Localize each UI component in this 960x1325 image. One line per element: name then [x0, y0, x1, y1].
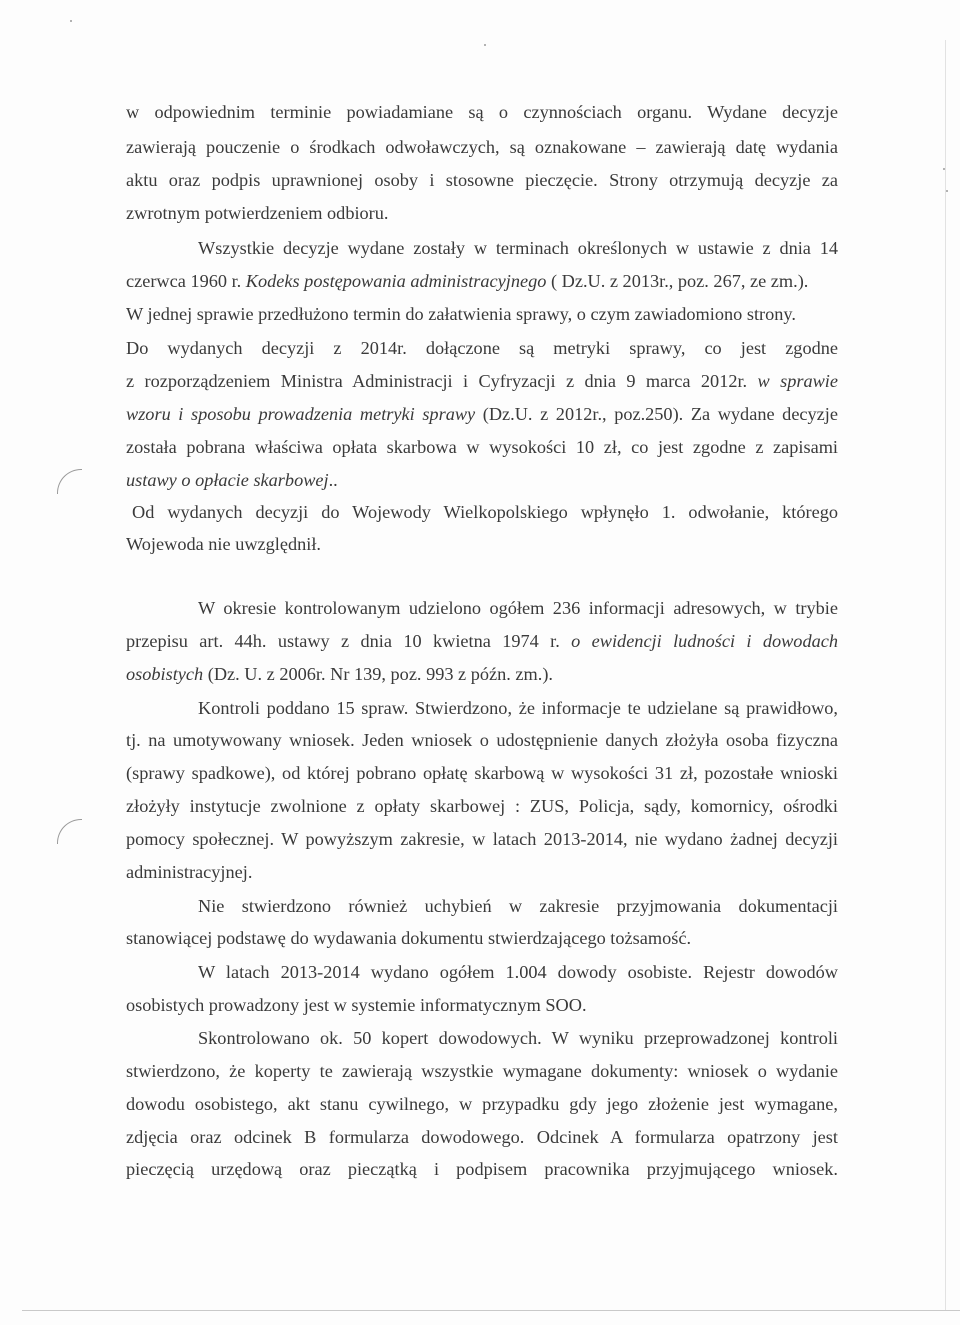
text-run: dowodu osobistego, akt stanu cywilnego, w przypadku gdy jego złożenie jest wymagane,	[126, 1094, 838, 1114]
text-line	[126, 528, 321, 561]
text-line	[198, 956, 838, 989]
text-line	[126, 332, 838, 365]
text-line	[126, 658, 553, 691]
scan-edge-right	[945, 40, 946, 1310]
text-line	[126, 625, 838, 658]
text-line	[126, 398, 838, 431]
text-line	[126, 823, 838, 856]
text-run: pomocy społecznej. W powyższym zakresie, w latach 2013-2014, nie wydano żadnej decyzji	[126, 829, 838, 849]
text-run: złożyły instytucje zwolnione z opłaty skarbowej : ZUS, Policja, sądy, komornicy, ośrodki	[126, 796, 838, 816]
italic-citation: osobistych	[126, 664, 204, 684]
scan-edge-bottom	[22, 1310, 960, 1311]
text-run: Od wydanych decyzji do Wojewody Wielkopolskiego wpłynęło 1. odwołanie, którego	[132, 502, 838, 522]
text-line	[198, 1022, 838, 1055]
text-run: stwierdzono, że koperty te zawierają wszystkie wymagane dokumenty: wniosek o wydanie	[126, 1061, 838, 1081]
text-run: zdjęcia oraz odcinek B formularza dowodowego. Odcinek A formularza opatrzony jest	[126, 1127, 838, 1147]
text-run: (Dz. U. z 2006r. Nr 139, poz. 993 z późn. zm.).	[203, 664, 553, 684]
italic-citation: wzoru i sposobu prowadzenia metryki sprawy	[126, 404, 476, 424]
punch-hole-mark	[57, 469, 82, 494]
text-line	[126, 1088, 838, 1121]
text-line	[126, 164, 838, 197]
text-line	[126, 724, 838, 757]
scan-speck	[70, 20, 72, 22]
italic-citation: ustawy o opłacie skarbowej	[126, 470, 329, 490]
scan-speck	[943, 168, 945, 170]
text-line	[126, 197, 388, 230]
text-line	[126, 464, 338, 497]
text-line	[198, 592, 838, 625]
text-line	[126, 365, 838, 398]
text-line	[126, 922, 691, 955]
text-run: stanowiącej podstawę do wydawania dokumentu stwierdzającego tożsamość.	[126, 928, 692, 948]
text-run: Nie stwierdzono również uchybień w zakresie przyjmowania dokumentacji	[198, 896, 838, 916]
text-line	[198, 692, 838, 725]
text-run: Wojewoda nie uwzględnił.	[126, 534, 321, 554]
text-run: zwrotnym potwierdzeniem odbioru.	[126, 203, 389, 223]
italic-citation: o ewidencji ludności i dowodach	[571, 631, 838, 651]
text-run: pieczęcią urzędową oraz pieczątką i podpisem pracownika przyjmującego wniosek.	[126, 1159, 838, 1179]
text-run: została pobrana właściwa opłata skarbowa w wysokości 10 zł, co jest zgodne z zapisami	[126, 437, 838, 457]
text-run: osobistych prowadzony jest w systemie informatycznym SOO.	[126, 995, 587, 1015]
text-run: Kontroli poddano 15 spraw. Stwierdzono, że informacje te udzielane są prawidłowo,	[198, 698, 838, 718]
text-line	[126, 131, 838, 164]
text-run: Do wydanych decyzji z 2014r. dołączone są metryki sprawy, co jest zgodne	[126, 338, 838, 358]
text-line	[126, 1055, 838, 1088]
italic-citation: w sprawie	[757, 371, 838, 391]
text-line	[126, 1121, 838, 1154]
text-line	[132, 496, 838, 529]
text-line	[198, 890, 838, 923]
text-line	[126, 298, 796, 331]
text-run: administracyjnej.	[126, 862, 253, 882]
text-run: W latach 2013-2014 wydano ogółem 1.004 dowody osobiste. Rejestr dowodów	[198, 962, 838, 982]
scan-speck	[946, 190, 948, 192]
text-line	[126, 790, 838, 823]
text-line	[198, 232, 838, 265]
text-run: W okresie kontrolowanym udzielono ogółem 236 informacji adresowych, w trybie	[198, 598, 838, 618]
text-line	[126, 265, 808, 298]
text-run: zawierają pouczenie o środkach odwoławczych, są oznakowane – zawierają datę wydania	[126, 137, 838, 157]
text-run: Skontrolowano ok. 50 kopert dowodowych. W wyniku przeprowadzonej kontroli	[198, 1028, 838, 1048]
text-line	[126, 757, 838, 790]
text-line	[126, 1153, 838, 1186]
text-run: aktu oraz podpis uprawnionej osoby i stosowne pieczęcie. Strony otrzymują decyzje za	[126, 170, 838, 190]
text-run: tj. na umotywowany wniosek. Jeden wniosek o udostępnienie danych złożyła osoba fizyczna	[126, 730, 838, 750]
text-run: (sprawy spadkowe), od której pobrano opłatę skarbową w wysokości 31 zł, pozostałe wnioski	[126, 763, 838, 783]
italic-citation: Kodeks postępowania administracyjnego	[245, 271, 547, 291]
text-line	[126, 989, 587, 1022]
text-line	[126, 431, 838, 464]
scan-speck	[484, 44, 486, 46]
text-line	[126, 96, 838, 129]
punch-hole-mark	[57, 819, 82, 844]
text-run: ..	[328, 470, 338, 490]
text-run: czerwca 1960 r.	[126, 271, 246, 291]
text-run: (Dz.U. z 2012r., poz.250). Za wydane decyzje	[475, 404, 838, 424]
text-run: Wszystkie decyzje wydane zostały w terminach określonych w ustawie z dnia 14	[198, 238, 838, 258]
text-run: W jednej sprawie przedłużono termin do załatwienia sprawy, o czym zawiadomiono strony.	[126, 304, 796, 324]
text-line	[126, 856, 252, 889]
text-run: ( Dz.U. z 2013r., poz. 267, ze zm.).	[546, 271, 809, 291]
text-run: w odpowiednim terminie powiadamiane są o czynnościach organu. Wydane decyzje	[126, 102, 838, 122]
text-run: przepisu art. 44h. ustawy z dnia 10 kwietna 1974 r.	[126, 631, 572, 651]
text-run: z rozporządzeniem Ministra Administracji i Cyfryzacji z dnia 9 marca 2012r.	[126, 371, 758, 391]
